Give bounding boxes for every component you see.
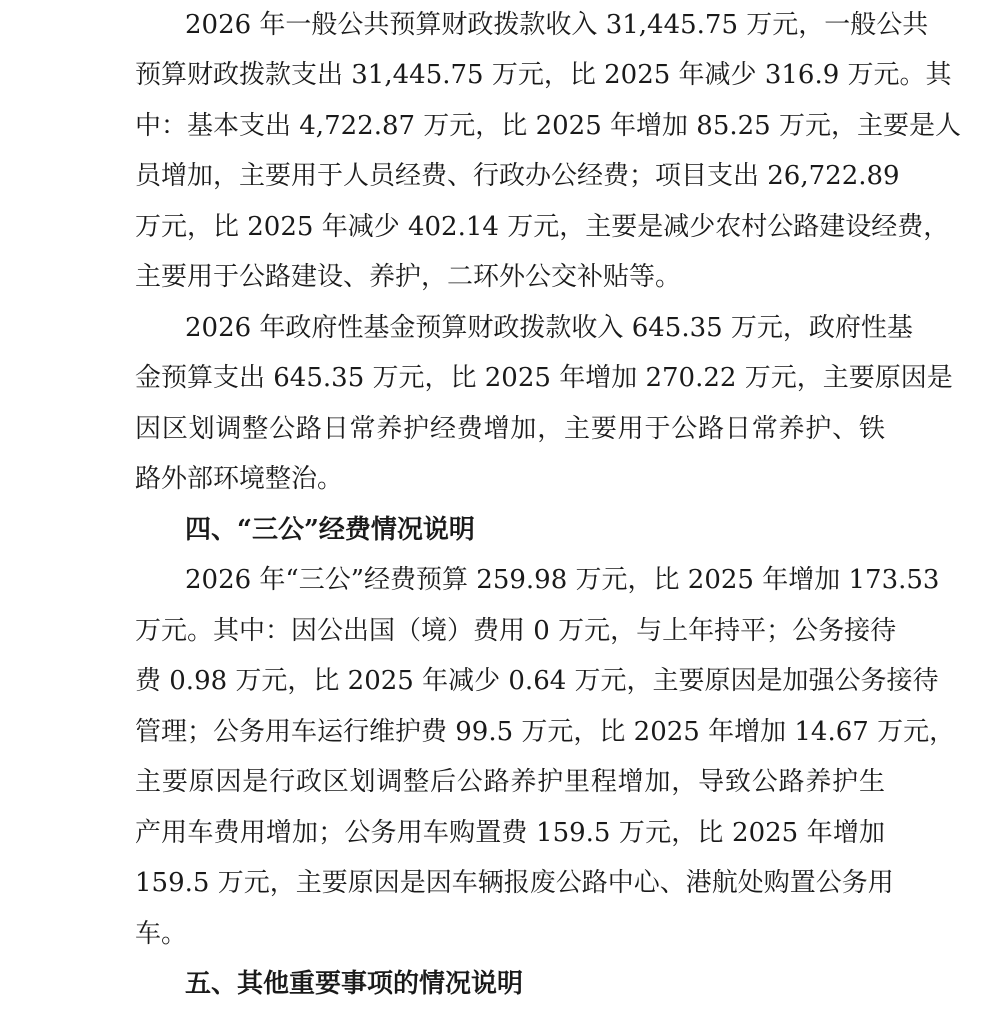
paragraph-1-line-6: 主要用于公路建设、养护，二环外公交补贴等。 [135, 262, 682, 292]
paragraph-2-line-1: 2026 年政府性基金预算财政拨款收入 645.35 万元，政府性基 [185, 313, 913, 343]
paragraph-1-line-3: 中：基本支出 4,722.87 万元，比 2025 年增加 85.25 万元，主要是人 [135, 111, 961, 141]
paragraph-3-line-3: 费 0.98 万元，比 2025 年减少 0.64 万元，主要原因是加强公务接待 [135, 666, 939, 696]
paragraph-1-line-2: 预算财政拨款支出 31,445.75 万元，比 2025 年减少 316.9 万元。其 [135, 60, 952, 90]
paragraph-2-line-3: 因区划调整公路日常养护经费增加，主要用于公路日常养护、铁 [135, 414, 885, 444]
paragraph-1-line-1: 2026 年一般公共预算财政拨款收入 31,445.75 万元，一般公共 [185, 10, 929, 40]
paragraph-3-line-5: 主要原因是行政区划调整后公路养护里程增加，导致公路养护生 [135, 767, 885, 797]
paragraph-3-line-6: 产用车费用增加；公务用车购置费 159.5 万元，比 2025 年增加 [135, 818, 885, 848]
paragraph-3-line-8: 车。 [135, 919, 188, 949]
section-heading-4: 四、“三公”经费情况说明 [185, 515, 475, 545]
paragraph-3-line-4: 管理；公务用车运行维护费 99.5 万元，比 2025 年增加 14.67 万元， [135, 717, 956, 747]
paragraph-1-line-4: 员增加，主要用于人员经费、行政办公经费；项目支出 26,722.89 [135, 161, 900, 191]
paragraph-1-line-5: 万元，比 2025 年减少 402.14 万元，主要是减少农村公路建设经费， [135, 212, 950, 242]
paragraph-3-line-2: 万元。其中：因公出国（境）费用 0 万元，与上年持平；公务接待 [135, 616, 897, 646]
paragraph-2-line-2: 金预算支出 645.35 万元，比 2025 年增加 270.22 万元，主要原因是 [135, 363, 953, 393]
section-heading-5: 五、其他重要事项的情况说明 [185, 969, 524, 999]
paragraph-3-line-7: 159.5 万元，主要原因是因车辆报废公路中心、港航处购置公务用 [135, 868, 894, 898]
paragraph-2-line-4: 路外部环境整治。 [135, 464, 344, 494]
paragraph-3-line-1: 2026 年“三公”经费预算 259.98 万元，比 2025 年增加 173.53 [185, 565, 940, 595]
